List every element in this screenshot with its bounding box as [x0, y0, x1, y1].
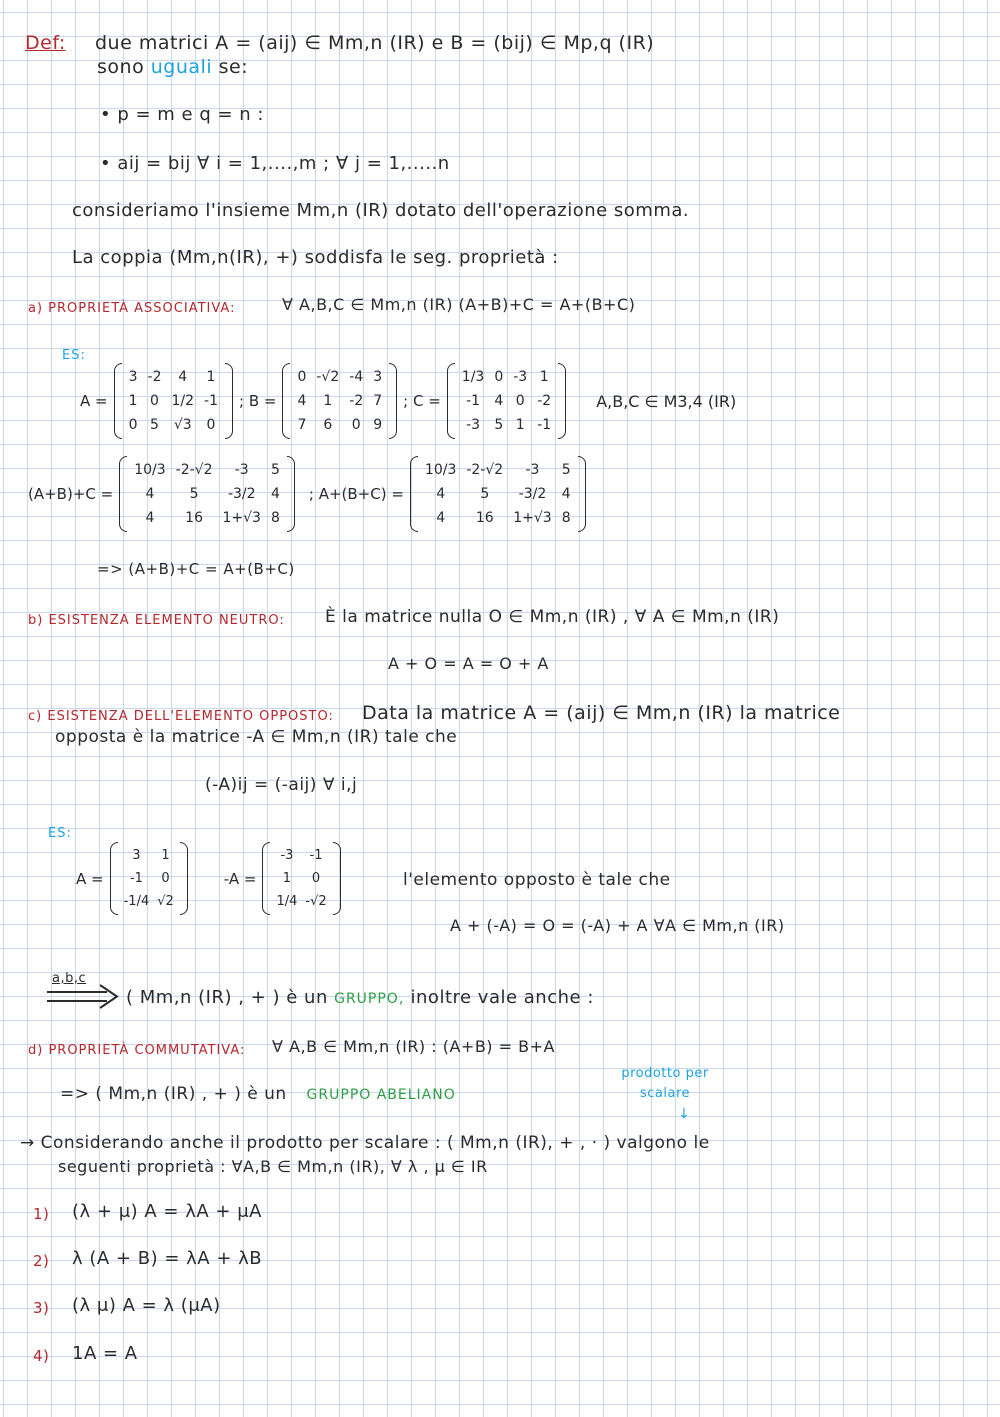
matrix-b-cell: 7 [297, 417, 307, 433]
matrix-b-row [292, 365, 387, 389]
example2-row [76, 842, 341, 915]
result-left-cell: 8 [270, 510, 280, 526]
ex2-matrix-nega-cell: 0 [311, 871, 321, 886]
matrix-c [447, 363, 566, 439]
result-right-cell: -2-√2 [466, 462, 504, 478]
ex2-matrix-a-row [120, 844, 178, 867]
result-left-cell: 5 [189, 486, 199, 502]
result-right-cell: 5 [561, 462, 571, 478]
matrix-a-cell: 1 [206, 369, 216, 385]
prop-c-eq: (-A)ij = (-aij) ∀ i,j [205, 775, 358, 795]
ex2-matrix-a-row [120, 867, 178, 890]
result-left-row [129, 482, 285, 506]
property-number: 3) [33, 1299, 50, 1317]
def-line2-pre: sono [97, 56, 145, 78]
result-right-matrix [410, 456, 586, 532]
result-right-label: ; A+(B+C) = [308, 485, 404, 503]
matrix-c-row [457, 365, 556, 389]
ex2-matrix-a-cell: √2 [157, 894, 174, 909]
group-line [126, 987, 594, 1010]
ex2-matrix-nega-row [272, 844, 330, 867]
matrix-c-cell: -2 [537, 393, 552, 409]
result-right-row [420, 482, 576, 506]
matrix-b-cell: 1 [323, 393, 333, 409]
matrix-c-cell: -3 [466, 417, 481, 433]
ex2-matrix-a-cell: 3 [132, 848, 141, 863]
property-formula: 1A = A [72, 1343, 138, 1364]
gruppo-word: GRUPPO, [334, 991, 405, 1007]
abelian-pre: => ( Mm,n (IR) , + ) è un [60, 1084, 287, 1104]
def-line2 [97, 56, 248, 78]
intro-line2: La coppia (Mm,n(IR), +) soddisfa le seg. proprietà : [72, 247, 559, 268]
es2-label: ES: [48, 826, 72, 841]
result-right-cell: 8 [561, 510, 571, 526]
result-right-cell: 5 [480, 486, 490, 502]
scalar-note: prodotto per scalare [621, 1066, 709, 1101]
scalar-note-arrow-icon: ↓ [678, 1106, 691, 1122]
gruppo-abeliano-word: GRUPPO ABELIANO [306, 1087, 456, 1103]
matrix-b-cell: 9 [373, 417, 383, 433]
matrix-b-cell: 3 [373, 369, 383, 385]
matrix-c-cell: -1 [466, 393, 481, 409]
property-formula: λ (A + B) = λA + λB [72, 1248, 263, 1269]
matrix-a-cell: 0 [128, 417, 138, 433]
property-formula: (λ + μ) A = λA + μA [72, 1201, 262, 1222]
result-left-cell: 1+√3 [222, 510, 261, 526]
result-left-label: (A+B)+C = [28, 485, 114, 503]
ex2-matrix-nega-cell: -3 [280, 848, 294, 863]
matrix-b-cell: -4 [349, 369, 364, 385]
example1-result-row [28, 456, 586, 532]
result-right-cell: 10/3 [424, 462, 457, 478]
implies-associative: => (A+B)+C = A+(B+C) [97, 560, 295, 578]
ex2-a-label: A = [76, 869, 104, 888]
matrix-c-cell: 0 [515, 393, 525, 409]
matrix-a-row [124, 389, 223, 413]
group-line-pre: ( Mm,n (IR) , + ) è un [126, 987, 328, 1008]
matrix-a-cell: 1/2 [171, 393, 195, 409]
matrix-c-cell: 4 [494, 393, 504, 409]
matrix-a-cell: 4 [178, 369, 188, 385]
ex2-matrix-a-cell: -1 [129, 871, 143, 886]
matrix-b-cell: 6 [323, 417, 333, 433]
matrix-b [282, 363, 397, 439]
matrix-c-cell: -3 [513, 369, 528, 385]
ex2-matrix-a-row [120, 890, 178, 913]
matrix-a-cell: 1 [128, 393, 138, 409]
result-right-cell: 4 [436, 510, 446, 526]
matrix-a-cell: -1 [204, 393, 218, 409]
example1-row [80, 363, 736, 439]
matrix-b-cell: 0 [351, 417, 361, 433]
result-left-row [129, 506, 285, 530]
property-formula: (λ μ) A = λ (μA) [72, 1295, 221, 1316]
ex2-note: l'elemento opposto è tale che [403, 870, 671, 890]
matrix-b-row [292, 413, 387, 437]
matrix-c-row [457, 389, 556, 413]
matrix-set-note: A,B,C ∈ M3,4 (IR) [596, 391, 737, 411]
intro-line1: consideriamo l'insieme Mm,n (IR) dotato dell'operazione somma. [72, 200, 690, 221]
prop-a-text: ∀ A,B,C ∈ Mm,n (IR) (A+B)+C = A+(B+C) [282, 295, 636, 314]
matrix-c-label: ; C = [403, 392, 441, 410]
property-number: 4) [33, 1347, 50, 1365]
ex2-nega-label: -A = [223, 869, 257, 888]
prop-c-text: Data la matrice A = (aij) ∈ Mm,n (IR) la matrice [362, 702, 841, 724]
matrix-a-label: A = [80, 392, 108, 410]
prop-d-text: ∀ A,B ∈ Mm,n (IR) : (A+B) = B+A [272, 1037, 555, 1056]
matrix-a-row [124, 365, 223, 389]
ex2-matrix-nega-cell: -1 [309, 848, 323, 863]
ex2-matrix-nega-row [272, 867, 330, 890]
def-line1: due matrici A = (aij) ∈ Mm,n (IR) e B = (bij) ∈ Mp,q (IR) [95, 32, 655, 54]
scalar-line1: → Considerando anche il prodotto per scalare : ( Mm,n (IR), + , · ) valgono le [20, 1133, 710, 1153]
def-uguali-word: uguali [150, 56, 213, 78]
result-left-cell: -2-√2 [175, 462, 213, 478]
ex2-matrix-nega-cell: 1/4 [276, 894, 298, 909]
matrix-c-row [457, 413, 556, 437]
def-cond1: • p = m e q = n : [100, 104, 264, 125]
matrix-b-cell: -2 [349, 393, 364, 409]
prop-c-line2: opposta è la matrice -A ∈ Mm,n (IR) tale che [55, 727, 458, 747]
result-left-cell: 4 [145, 486, 155, 502]
result-left-matrix [119, 456, 295, 532]
matrix-b-cell: 0 [297, 369, 307, 385]
matrix-a-cell: -2 [147, 369, 162, 385]
matrix-c-cell: -1 [537, 417, 552, 433]
matrix-a-cell: 5 [150, 417, 159, 433]
matrix-c-cell: 1/3 [461, 369, 485, 385]
result-left-cell: 4 [270, 486, 280, 502]
matrix-a-row [124, 413, 223, 437]
ex2-matrix-nega [262, 842, 340, 915]
result-right-cell: -3/2 [518, 486, 547, 502]
matrix-a-cell: 0 [206, 417, 216, 433]
ex2-matrix-a-cell: 1 [161, 848, 170, 863]
result-right-cell: 16 [475, 510, 494, 526]
result-left-row [129, 458, 285, 482]
matrix-b-label: ; B = [239, 392, 277, 410]
matrix-c-cell: 5 [494, 417, 504, 433]
es1-label: ES: [62, 348, 86, 363]
result-right-row [420, 458, 576, 482]
result-left-cell: 16 [185, 510, 203, 526]
result-left-cell: 10/3 [134, 462, 166, 478]
abelian-line [60, 1083, 456, 1106]
group-line-post: inoltre vale anche : [410, 987, 594, 1008]
abc-label: a,b,c [52, 971, 87, 986]
prop-a-label: a) PROPRIETÀ ASSOCIATIVA: [28, 301, 236, 316]
matrix-a-cell: √3 [173, 417, 192, 433]
scalar-line2: seguenti proprietà : ∀A,B ∈ Mm,n (IR), ∀ λ , μ ∈ IR [58, 1157, 488, 1176]
matrix-a-cell: 3 [128, 369, 138, 385]
matrix-a-cell: 0 [150, 393, 159, 409]
prop-d-label: d) PROPRIETÀ COMMUTATIVA: [28, 1043, 246, 1058]
ex2-matrix-nega-cell: 1 [282, 871, 292, 886]
result-left-cell: 4 [145, 510, 155, 526]
prop-c-label: c) ESISTENZA DELL'ELEMENTO OPPOSTO: [28, 709, 334, 724]
property-number: 1) [33, 1205, 50, 1223]
result-left-cell: 5 [270, 462, 280, 478]
prop-b-eq: A + O = A = O + A [388, 654, 549, 673]
ex2-eq: A + (-A) = O = (-A) + A ∀A ∈ Mm,n (IR) [450, 916, 785, 935]
result-right-cell: 1+√3 [513, 510, 552, 526]
matrix-a [114, 363, 233, 439]
double-arrow-icon [45, 983, 120, 1011]
ex2-matrix-nega-row [272, 890, 330, 913]
def-line2-post: se: [218, 56, 249, 78]
matrix-c-cell: 0 [494, 369, 504, 385]
prop-b-text: È la matrice nulla O ∈ Mm,n (IR) , ∀ A ∈ Mm,n (IR) [325, 607, 780, 627]
result-left-cell: -3/2 [227, 486, 256, 502]
prop-b-label: b) ESISTENZA ELEMENTO NEUTRO: [28, 613, 285, 628]
matrix-b-cell: -√2 [316, 369, 340, 385]
def-label: Def: [25, 32, 66, 54]
matrix-b-cell: 4 [297, 393, 307, 409]
result-right-cell: 4 [436, 486, 446, 502]
result-right-row [420, 506, 576, 530]
property-number: 2) [33, 1252, 50, 1270]
matrix-c-cell: 1 [539, 369, 549, 385]
matrix-b-row [292, 389, 387, 413]
result-right-cell: -3 [525, 462, 540, 478]
ex2-matrix-a-cell: -1/4 [123, 894, 150, 909]
matrix-b-cell: 7 [373, 393, 383, 409]
result-left-cell: -3 [234, 462, 249, 478]
ex2-matrix-nega-cell: -√2 [305, 894, 327, 909]
matrix-c-cell: 1 [515, 417, 525, 433]
ex2-matrix-a-cell: 0 [161, 871, 170, 886]
def-cond2: • aij = bij ∀ i = 1,....,m ; ∀ j = 1,.....n [100, 153, 450, 174]
ex2-matrix-a [110, 842, 188, 915]
result-right-cell: 4 [561, 486, 571, 502]
